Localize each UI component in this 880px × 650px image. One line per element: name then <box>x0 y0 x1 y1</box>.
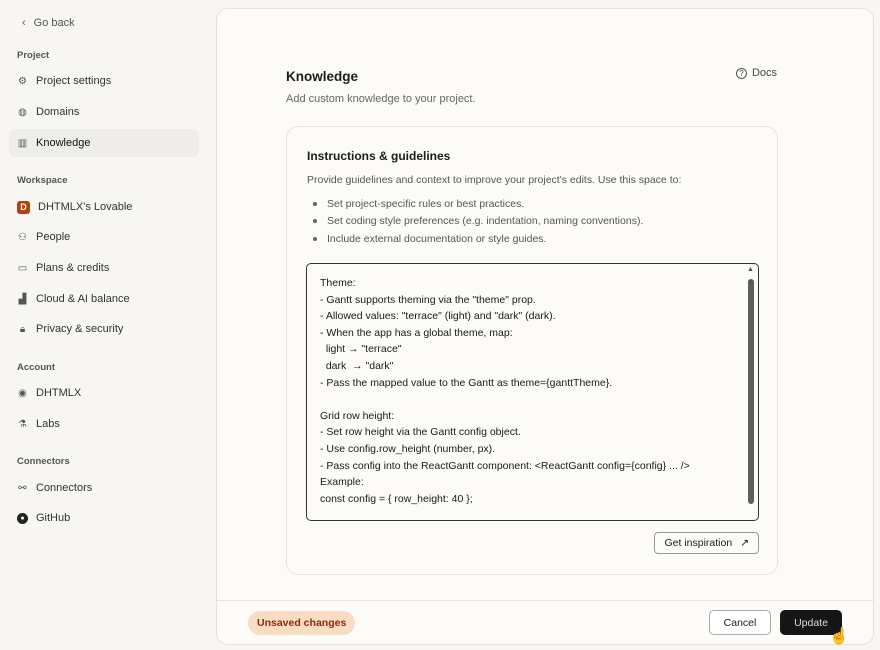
docs-link[interactable]: ? Docs <box>736 67 777 79</box>
hand-cursor-icon: ☝ <box>829 628 849 645</box>
sidebar-item-privacy[interactable]: 🔒︎ Privacy & security <box>9 315 199 343</box>
sidebar-item-connectors[interactable]: ⚯ Connectors <box>18 482 93 494</box>
list-item: Set coding style preferences (e.g. indentation, naming conventions). <box>313 213 643 231</box>
section-workspace: Workspace <box>17 175 68 186</box>
textarea-line <box>320 393 745 410</box>
section-account: Account <box>17 362 55 373</box>
gear-icon: ⚙ <box>18 75 27 87</box>
sidebar-item-cloud[interactable]: ▟ Cloud & AI balance <box>18 293 130 305</box>
card-title: Instructions & guidelines <box>307 149 451 163</box>
page-subtitle: Add custom knowledge to your project. <box>286 93 476 105</box>
section-connectors: Connectors <box>17 456 70 467</box>
textarea-line: light → "terrace" <box>320 343 402 356</box>
people-icon: ⚇ <box>18 231 27 243</box>
globe-icon: ◍ <box>18 106 27 118</box>
textarea-line: - Pass config into the ReactGantt component: <ReactGantt config={config} ... /> <box>320 459 690 472</box>
instructions-card <box>286 126 778 575</box>
textarea-line: Example: <box>320 476 364 489</box>
get-inspiration-button[interactable]: Get inspiration ↗ <box>654 532 759 554</box>
sidebar-item-people[interactable]: ⚇ People <box>18 231 71 243</box>
footer-bar <box>217 600 873 645</box>
sidebar-item-labs[interactable]: ⚗ Labs <box>18 418 60 430</box>
connectors-icon: ⚯ <box>18 482 27 494</box>
chevron-left-icon: ‹ <box>22 17 26 29</box>
sidebar-item-domains[interactable]: ◍ Domains <box>18 106 80 118</box>
go-back-link[interactable]: ‹ Go back <box>22 17 75 29</box>
unsaved-changes-badge: Unsaved changes <box>248 611 355 635</box>
scrollbar[interactable] <box>747 267 755 284</box>
textarea-line: Grid row height: <box>320 409 395 422</box>
card-description: Provide guidelines and context to improve your project's edits. Use this space to: <box>307 174 682 186</box>
scroll-down-icon[interactable]: ▼ <box>747 278 754 286</box>
list-item: Set project-specific rules or best practices. <box>313 195 643 213</box>
scroll-up-icon[interactable]: ▲ <box>747 266 754 273</box>
credit-card-icon: ▭ <box>17 262 28 274</box>
textarea-line: - Set row height via the Gantt config object. <box>320 426 521 439</box>
instructions-textarea[interactable] <box>306 263 759 521</box>
textarea-line: - Pass the mapped value to the Gantt as theme={ganttTheme}. <box>320 376 613 389</box>
sidebar-item-knowledge[interactable]: ▥ Knowledge <box>9 129 199 157</box>
textarea-line: Theme: <box>320 277 356 289</box>
workspace-avatar: D <box>17 201 30 214</box>
textarea-line: - When the app has a global theme, map: <box>320 326 513 339</box>
sidebar-item-github[interactable]: ● GitHub <box>9 504 199 532</box>
list-item: Include external documentation or style guides. <box>313 230 643 248</box>
sidebar-item-account[interactable]: ◉ DHTMLX <box>18 387 82 399</box>
sidebar-item-workspace[interactable]: D DHTMLX's Lovable <box>9 193 199 221</box>
page-title: Knowledge <box>286 69 359 84</box>
flask-icon: ⚗ <box>18 418 27 430</box>
scrollbar-thumb[interactable] <box>748 279 754 504</box>
arrow-up-right-icon: ↗ <box>740 537 749 549</box>
sidebar <box>0 0 208 650</box>
lock-icon: 🔒︎ <box>19 323 26 335</box>
help-icon: ? <box>736 68 747 79</box>
chart-icon: ▟ <box>18 293 27 305</box>
cancel-button[interactable]: Cancel <box>709 610 771 635</box>
textarea-line: dark → "dark" <box>320 359 394 372</box>
textarea-line: - Use config.row_height (number, px). <box>320 442 496 455</box>
textarea-line: const config = { row_height: 40 }; <box>320 492 473 505</box>
bullet-list <box>313 195 643 248</box>
textarea-line: - Allowed values: "terrace" (light) and "dark" (dark). <box>320 310 556 323</box>
section-project: Project <box>17 50 50 61</box>
sidebar-item-plans[interactable]: ▭ Plans & credits <box>17 262 110 274</box>
books-icon: ▥ <box>17 137 28 149</box>
main-panel <box>216 8 874 645</box>
sidebar-item-project-settings[interactable]: ⚙ Project settings <box>18 75 112 87</box>
github-icon: ● <box>17 513 28 524</box>
update-button[interactable]: Update <box>780 610 842 635</box>
user-circle-icon: ◉ <box>18 387 27 399</box>
textarea-line: - Gantt supports theming via the "theme" prop. <box>320 293 536 306</box>
